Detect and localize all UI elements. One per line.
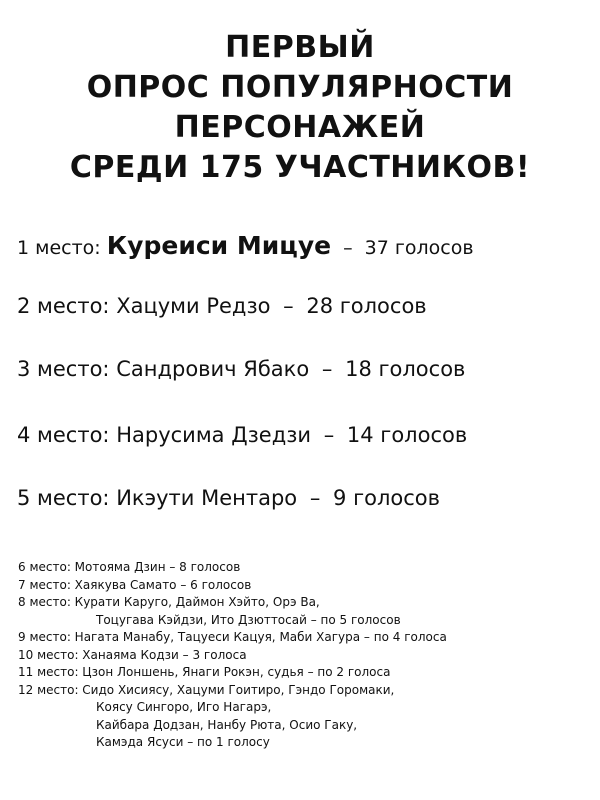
list-item: 10 место: Ханаяма Кодзи – 3 голоса xyxy=(18,647,247,662)
list-item: 7 место: Хаякува Самато – 6 голосов xyxy=(18,577,252,592)
list-item: 12 место: Сидо Хисиясу, Хацуми Гоитиро, Гэндо Горомаки, xyxy=(18,682,395,697)
vote-count: 18 голосов xyxy=(345,357,466,381)
title-line-3: ПЕРСОНАЖЕЙ xyxy=(174,110,426,145)
vote-count: 28 голосов xyxy=(306,294,427,318)
poll-title xyxy=(0,28,600,188)
title-line-2: ОПРОС ПОПУЛЯРНОСТИ xyxy=(86,70,514,105)
list-item: 11 место: Цзон Лоншень, Янаги Рокэн, судья – по 2 голоса xyxy=(18,665,391,679)
dash: – xyxy=(309,486,321,510)
dash: – xyxy=(321,357,333,381)
character-name: Сандрович Ябако xyxy=(116,357,310,381)
ranking-row-3 xyxy=(17,355,465,383)
title-line-1: ПЕРВЫЙ xyxy=(225,30,375,65)
list-item: Камэда Ясуси – по 1 голосу xyxy=(96,735,270,749)
list-item: 8 место: Курати Каруго, Даймон Хэйто, Орэ Ва, xyxy=(18,595,320,609)
ranking-row-4 xyxy=(17,421,467,449)
ranking-row-2 xyxy=(17,292,427,320)
character-name: Куреиси Мицуе xyxy=(106,231,332,260)
list-item: 6 место: Мотояма Дзин – 8 голосов xyxy=(18,560,241,574)
ranking-row-1 xyxy=(17,232,474,262)
place-label: 3 место: xyxy=(17,357,110,381)
other-places-list xyxy=(18,559,447,752)
dash: – xyxy=(323,423,335,447)
ranking-row-5 xyxy=(17,484,440,512)
vote-count: 37 голосов xyxy=(364,237,474,259)
list-item: 9 место: Нагата Манабу, Тацуеси Кацуя, Маби Хагура – по 4 голоса xyxy=(18,630,447,644)
title-line-4: СРЕДИ 175 УЧАСТНИКОВ! xyxy=(69,150,531,185)
character-name: Хацуми Редзо xyxy=(116,294,271,318)
place-label: 1 место: xyxy=(17,237,101,259)
dash: – xyxy=(343,237,353,259)
list-item: Кайбара Додзан, Нанбу Рюта, Осио Гаку, xyxy=(96,717,358,732)
list-item: Коясу Сингоро, Иго Нагарэ, xyxy=(96,700,272,714)
list-item: Тоцугава Кэйдзи, Ито Дзюттосай – по 5 голосов xyxy=(96,612,401,627)
place-label: 5 место: xyxy=(17,486,110,510)
dash: – xyxy=(283,294,294,318)
place-label: 4 место: xyxy=(17,423,110,447)
vote-count: 9 голосов xyxy=(333,486,440,510)
character-name: Икэути Ментаро xyxy=(116,486,298,510)
place-label: 2 место: xyxy=(17,294,110,318)
vote-count: 14 голосов xyxy=(346,423,468,447)
character-name: Нарусима Дзедзи xyxy=(116,423,312,447)
